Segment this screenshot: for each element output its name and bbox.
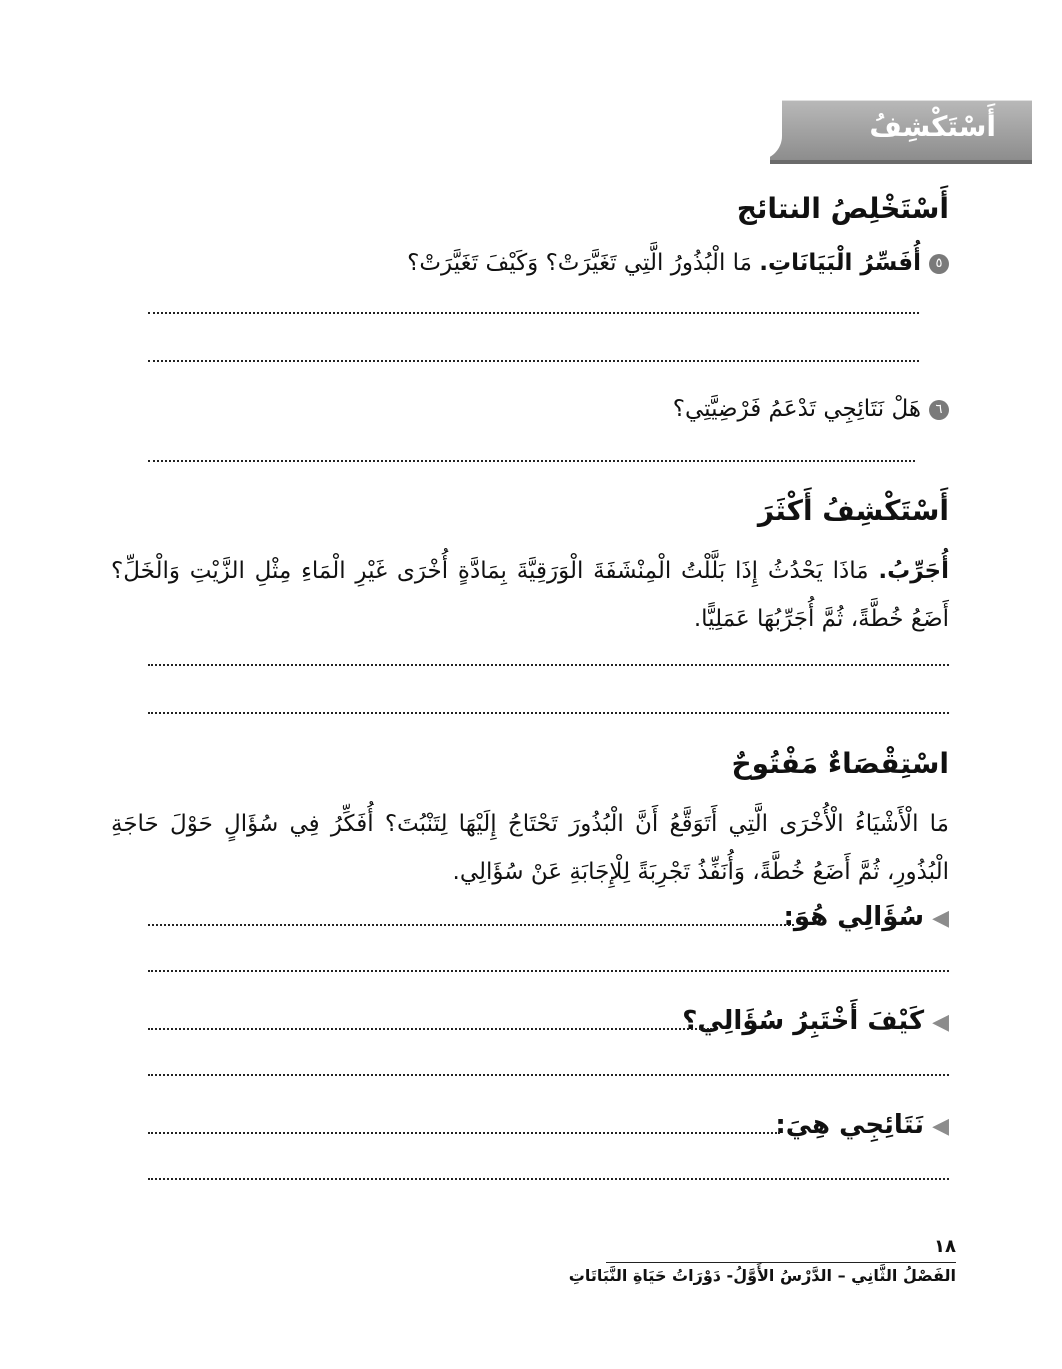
answer-line-test-b[interactable] bbox=[148, 1074, 949, 1076]
question-number-6: ٦ bbox=[929, 400, 949, 420]
question-5 bbox=[407, 250, 949, 276]
page-number: ١٨ bbox=[934, 1236, 956, 1257]
prompt-my-question-label: سُؤَالِي هُوَ: bbox=[783, 902, 925, 932]
answer-line-results-b[interactable] bbox=[148, 1178, 949, 1180]
question-5-text: مَا الْبُذُورُ الَّتِي تَغَيَّرَتْ؟ وَكَيْفَ تَغَيَّرَتْ؟ bbox=[407, 250, 760, 276]
prompt-my-question bbox=[783, 902, 949, 932]
answer-line-explore-b[interactable] bbox=[148, 712, 949, 714]
answer-line-test-a[interactable] bbox=[148, 1028, 712, 1030]
question-6 bbox=[673, 396, 949, 422]
prompt-my-results bbox=[775, 1110, 949, 1140]
explore-more-paragraph bbox=[111, 547, 949, 643]
answer-line-explore-a[interactable] bbox=[148, 664, 949, 666]
play-arrow-icon: ◀ bbox=[932, 1114, 949, 1139]
question-5-lead: أُفَسِّرُ الْبَيَانَاتِ. bbox=[759, 250, 921, 276]
prompt-my-results-label: نَتَائِجِي هِيَ: bbox=[775, 1110, 925, 1140]
question-number-5: ٥ bbox=[929, 254, 949, 274]
open-inquiry-heading: اسْتِقْصَاءٌ مَفْتُوحٌ bbox=[731, 747, 949, 780]
answer-line-question-b[interactable] bbox=[148, 970, 949, 972]
answer-line-results-a[interactable] bbox=[148, 1132, 780, 1134]
answer-line-question-a[interactable] bbox=[148, 924, 794, 926]
question-6-text: هَلْ نَتَائِجِي تَدْعَمُ فَرْضِيَّتِي؟ bbox=[672, 396, 921, 422]
answer-line-6[interactable] bbox=[148, 460, 915, 462]
section-tab-title: أَسْتَكْشِفُ bbox=[869, 110, 996, 143]
prompt-test-question-label: كَيْفَ أَخْتَبِرُ سُؤَالِي؟ bbox=[682, 1006, 925, 1036]
footer-chapter: الفَصْلُ الثَّانِي – الدَّرْسُ الأَوَّلُ- دَوْرَاتُ حَيَاةِ النَّبَاتَاتِ bbox=[568, 1266, 956, 1285]
footer-divider bbox=[606, 1262, 956, 1263]
explore-more-text: مَاذَا يَحْدُثُ إِذَا بَلَّلْتُ الْمِنْشَفَةَ الْوَرَقِيَّةَ بِمَادَّةٍ أُخْرَى غَيْرِ الْمَاءِ مِثْلِ الزَّيْتِ وَالْخَلِّ؟ أَضَعُ خُطَّةً، ثُمَّ أُجَرِّبُهَا عَمَلِيًّا. bbox=[111, 558, 949, 632]
answer-line-5a[interactable] bbox=[148, 312, 919, 314]
explore-more-lead: أُجَرِّبُ. bbox=[878, 558, 949, 584]
section-tab bbox=[770, 100, 1032, 160]
explore-more-heading: أَسْتَكْشِفُ أَكْثَرَ bbox=[757, 494, 949, 527]
answer-line-5b[interactable] bbox=[148, 360, 919, 362]
prompt-test-question bbox=[682, 1006, 949, 1036]
play-arrow-icon: ◀ bbox=[932, 1010, 949, 1035]
conclusions-heading: أَسْتَخْلِصُ النتائج bbox=[736, 192, 949, 225]
play-arrow-icon: ◀ bbox=[932, 906, 949, 931]
open-inquiry-paragraph: مَا الْأَشْيَاءُ الْأُخْرَى الَّتِي أَتَوَقَّعُ أَنَّ الْبُذُورَ تَحْتَاجُ إِلَيْهَا لِتَنْبُتَ؟ أُفَكِّرُ فِي سُؤَالٍ حَوْلَ حَاجَةِ الْبُذُورِ، ثُمَّ أَضَعُ خُطَّةً، وَأُنَفِّذُ تَجْرِبَةً لِلْإِجَابَةِ عَنْ سُؤَالِي. bbox=[111, 811, 949, 885]
